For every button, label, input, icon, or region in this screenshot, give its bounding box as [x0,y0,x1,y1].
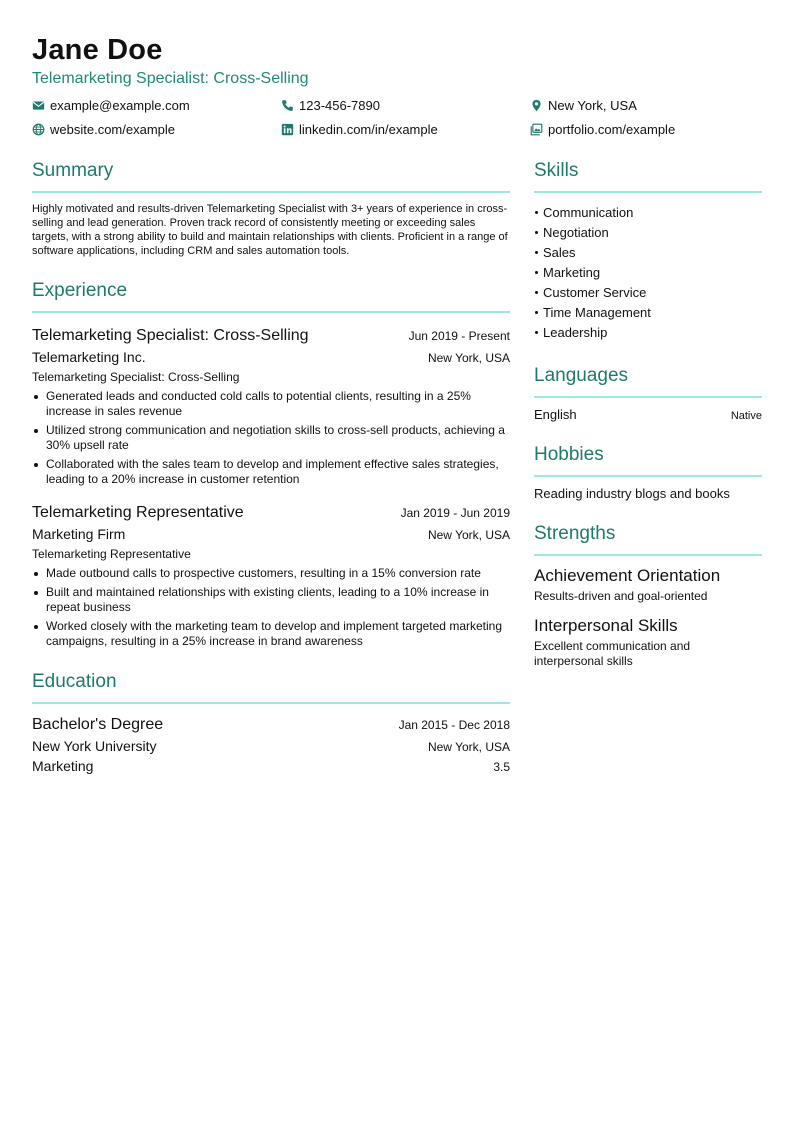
section-divider [32,702,510,704]
strength-item [534,616,762,669]
right-column [534,160,762,669]
contact-location [530,98,637,113]
skill-item: Sales [534,243,762,263]
strength-description: Excellent communication and interpersonal skills [534,639,691,668]
hobby-item: Reading industry blogs and books [534,486,730,501]
language-level: Native [730,410,762,422]
education-dates: Jan 2015 - Dec 2018 [398,718,510,732]
experience-section [32,280,510,649]
job-entry [32,327,510,487]
job-location: New York, USA [427,351,510,365]
strength-description: Results-driven and goal-oriented [534,589,708,603]
summary-text: Highly motivated and results-driven Telemarketing Specialist with 3+ years of experience in cross-selling and lead generation. Proven track record of consistently meeting or exceeding sales targets, with a strong ability to build and maintain relationships with clients. Proficient in a range of software applications, including CRM and sales automation tools. [32,203,508,257]
job-bullets [32,389,510,487]
job-bullets [32,566,510,649]
job-title: Telemarketing Representative [32,504,244,521]
strength-title: Interpersonal Skills [534,616,678,635]
job-dates: Jan 2019 - Jun 2019 [400,506,510,520]
skills-list [534,203,762,343]
summary-section [32,160,510,258]
education-gpa: 3.5 [493,760,510,774]
education-section [32,671,510,774]
section-divider [534,191,762,193]
email-icon [32,99,45,112]
linkedin-icon [281,123,294,136]
hobbies-section [534,444,762,501]
strengths-heading: Strengths [534,523,616,544]
job-title: Telemarketing Specialist: Cross-Selling [32,327,309,344]
job-bullet: Utilized strong communication and negotiation skills to cross-sell products, achieving a 30% upsell rate [32,423,510,453]
section-divider [32,191,510,193]
candidate-headline: Telemarketing Specialist: Cross-Selling [32,70,309,87]
contact-email[interactable] [32,98,190,113]
section-divider [534,475,762,477]
skill-item: Customer Service [534,283,762,303]
section-divider [534,396,762,398]
portfolio-icon [530,123,543,136]
contact-portfolio[interactable] [530,122,675,137]
education-field: Marketing [32,758,94,774]
candidate-name: Jane Doe [32,34,163,66]
contact-portfolio-text: portfolio.com/example [548,122,676,137]
skill-item: Leadership [534,323,762,343]
job-company: Telemarketing Inc. [32,349,146,365]
experience-heading: Experience [32,280,128,301]
contact-location-text: New York, USA [548,98,637,113]
language-name: English [534,407,577,422]
education-degree: Bachelor's Degree [32,716,164,733]
contact-phone[interactable] [281,98,380,113]
job-company: Marketing Firm [32,526,126,542]
language-item [534,407,762,422]
languages-heading: Languages [534,365,629,386]
contact-email-text: example@example.com [50,98,190,113]
education-entry [32,716,510,774]
contact-website-text: website.com/example [50,122,175,137]
job-bullet: Built and maintained relationships with existing clients, leading to a 10% increase in repeat business [32,585,510,615]
job-bullet: Made outbound calls to prospective customers, resulting in a 15% conversion rate [32,566,510,581]
job-entry [32,504,510,649]
languages-section [534,365,762,422]
phone-icon [281,99,294,112]
skills-heading: Skills [534,160,579,181]
contact-linkedin-text: linkedin.com/in/example [299,122,438,137]
strengths-section [534,523,762,669]
job-dates: Jun 2019 - Present [408,329,510,343]
job-role: Telemarketing Representative [32,547,191,561]
job-bullet: Collaborated with the sales team to develop and implement effective sales strategies, leading to a 20% increase in customer retention [32,457,510,487]
left-column [32,160,510,778]
section-divider [534,554,762,556]
job-bullet: Worked closely with the marketing team to develop and implement targeted marketing campaigns, resulting in a 25% increase in brand awareness [32,619,510,649]
contact-linkedin[interactable] [281,122,438,137]
globe-icon [32,123,45,136]
job-location: New York, USA [427,528,510,542]
summary-heading: Summary [32,160,114,181]
contact-phone-text: 123-456-7890 [299,98,380,113]
skill-item: Communication [534,203,762,223]
skill-item: Time Management [534,303,762,323]
strength-title: Achievement Orientation [534,566,721,585]
location-pin-icon [530,99,543,112]
contact-website[interactable] [32,122,175,137]
skills-section [534,160,762,343]
job-bullet: Generated leads and conducted cold calls to potential clients, resulting in a 25% increase in sales revenue [32,389,510,419]
section-divider [32,311,510,313]
skill-item: Marketing [534,263,762,283]
education-location: New York, USA [427,740,510,754]
hobbies-heading: Hobbies [534,444,604,465]
education-heading: Education [32,671,117,692]
education-school: New York University [32,738,157,754]
skill-item: Negotiation [534,223,762,243]
strength-item [534,566,762,604]
job-role: Telemarketing Specialist: Cross-Selling [32,370,240,384]
